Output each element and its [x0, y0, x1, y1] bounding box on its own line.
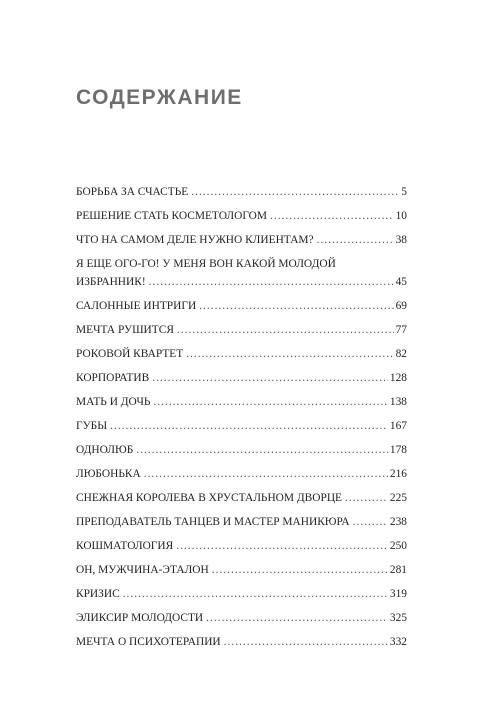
toc-entry-title: ГУБЫ	[76, 420, 108, 432]
toc-entry[interactable]	[76, 299, 407, 313]
toc-entry[interactable]	[76, 467, 407, 481]
dot-leader	[270, 209, 394, 223]
dot-leader	[191, 185, 399, 199]
toc-entry-title: КРИЗИС	[76, 588, 120, 600]
toc-entry-page: 38	[395, 234, 407, 246]
toc-entry-page: 69	[395, 300, 407, 312]
toc-entry-page: 178	[389, 444, 407, 456]
toc-entry-page: 77	[395, 324, 407, 336]
toc-entry-page: 325	[389, 612, 407, 624]
dot-leader	[110, 419, 388, 433]
dot-leader	[176, 539, 388, 553]
toc-entry-title: МАТЬ И ДОЧЬ	[76, 396, 151, 408]
toc-entry-title: ЭЛИКСИР МОЛОДОСТИ	[76, 612, 204, 624]
toc-entry-title: ОН, МУЖЧИНА-ЭТАЛОН	[76, 564, 209, 576]
dot-leader	[212, 563, 388, 577]
toc-entry-page: 10	[395, 210, 407, 222]
toc-entry[interactable]	[76, 233, 407, 247]
toc-entry-title: ЧТО НА САМОМ ДЕЛЕ НУЖНО КЛИЕНТАМ?	[76, 234, 314, 246]
toc-entry-title: СНЕЖНАЯ КОРОЛЕВА В ХРУСТАЛЬНОМ ДВОРЦЕ	[76, 492, 342, 504]
table-of-contents	[76, 185, 407, 659]
dot-leader	[206, 611, 388, 625]
toc-entry-title: МЕЧТА РУШИТСЯ	[76, 324, 174, 336]
toc-entry-page: 319	[389, 588, 407, 600]
toc-entry-page: 332	[389, 636, 407, 648]
toc-entry-title: БОРЬБА ЗА СЧАСТЬЕ	[76, 186, 189, 198]
toc-entry-title: ПРЕПОДАВАТЕЛЬ ТАНЦЕВ И МАСТЕР МАНИКЮРА	[76, 516, 350, 528]
toc-entry[interactable]	[76, 635, 407, 649]
toc-entry-page: 45	[395, 276, 407, 288]
toc-entry-page: 281	[389, 564, 407, 576]
toc-entry-title-line: Я ЕЩЕ ОГО-ГО! У МЕНЯ ВОН КАКОЙ МОЛОДОЙ	[76, 258, 336, 270]
toc-entry[interactable]	[76, 443, 407, 457]
dot-leader	[345, 491, 388, 505]
toc-entry-title: РЕШЕНИЕ СТАТЬ КОСМЕТОЛОГОМ	[76, 210, 267, 222]
dot-leader	[123, 587, 388, 601]
toc-entry-page: 250	[389, 540, 407, 552]
dot-leader	[199, 299, 393, 313]
toc-entry[interactable]	[76, 515, 407, 529]
toc-entry-page: 167	[389, 420, 407, 432]
page-title: СОДЕРЖАНИЕ	[76, 86, 243, 109]
toc-entry-title: САЛОННЫЕ ИНТРИГИ	[76, 300, 197, 312]
toc-entry-page: 82	[395, 348, 407, 360]
dot-leader	[177, 323, 394, 337]
toc-entry-page: 216	[389, 468, 407, 480]
toc-entry[interactable]	[76, 563, 407, 577]
toc-entry[interactable]	[76, 209, 407, 223]
toc-entry[interactable]	[76, 395, 407, 409]
toc-entry[interactable]	[76, 347, 407, 361]
dot-leader	[149, 275, 394, 289]
dot-leader	[136, 443, 388, 457]
toc-entry-page: 5	[401, 186, 407, 198]
dot-leader	[144, 467, 388, 481]
toc-entry[interactable]	[76, 491, 407, 505]
dot-leader	[153, 395, 387, 409]
toc-entry[interactable]	[76, 323, 407, 337]
dot-leader	[353, 515, 388, 529]
toc-entry-title: ИЗБРАННИК!	[76, 276, 146, 288]
toc-entry-page: 138	[389, 396, 407, 408]
toc-entry-title: КОШМАТОЛОГИЯ	[76, 540, 174, 552]
toc-entry[interactable]	[76, 257, 407, 289]
toc-entry-title: МЕЧТА О ПСИХОТЕРАПИИ	[76, 636, 221, 648]
toc-entry[interactable]	[76, 371, 407, 385]
toc-entry[interactable]	[76, 419, 407, 433]
toc-entry[interactable]	[76, 587, 407, 601]
dot-leader	[152, 371, 388, 385]
dot-leader	[224, 635, 388, 649]
toc-entry-title: РОКОВОЙ КВАРТЕТ	[76, 348, 184, 360]
toc-entry[interactable]	[76, 611, 407, 625]
toc-entry-title: ЛЮБОНЬКА	[76, 468, 141, 480]
toc-entry[interactable]	[76, 539, 407, 553]
toc-entry-page: 225	[389, 492, 407, 504]
toc-entry-page: 128	[389, 372, 407, 384]
toc-entry-page: 238	[389, 516, 407, 528]
toc-entry-title: КОРПОРАТИВ	[76, 372, 150, 384]
toc-entry-title: ОДНОЛЮБ	[76, 444, 134, 456]
toc-entry[interactable]	[76, 185, 407, 199]
dot-leader	[317, 233, 394, 247]
dot-leader	[186, 347, 393, 361]
